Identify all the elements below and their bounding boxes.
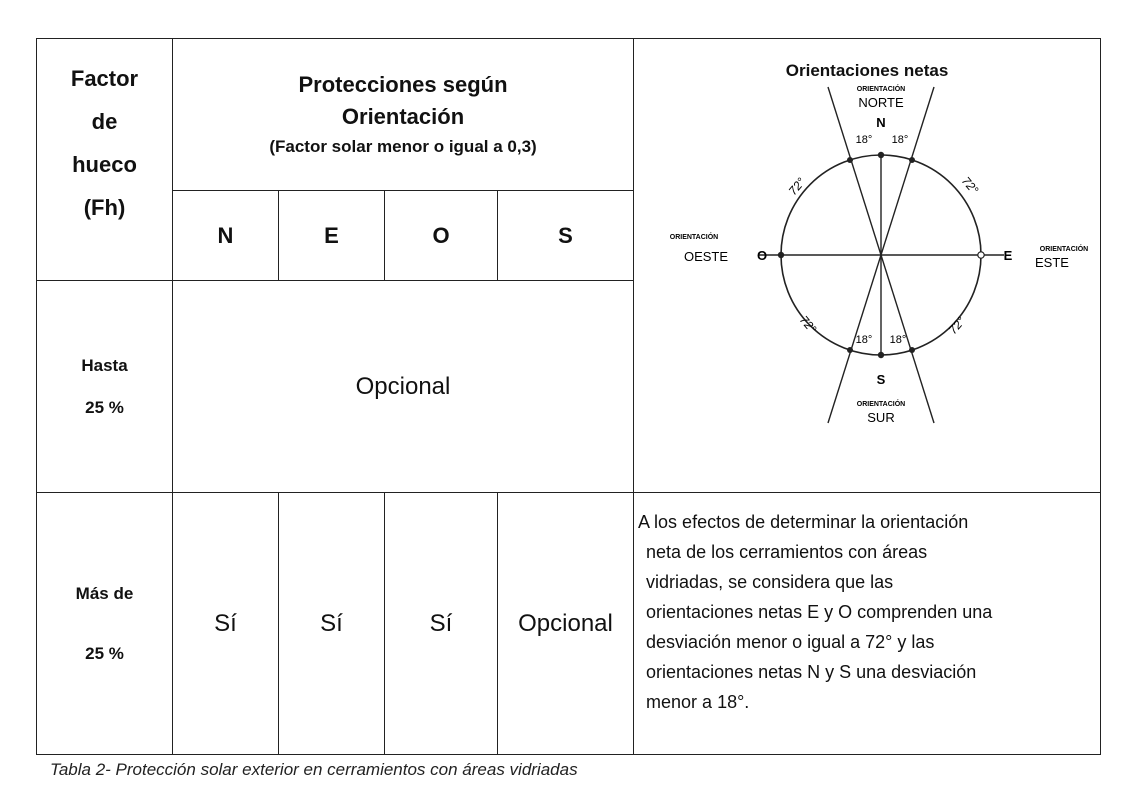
orientation-compass-diagram	[634, 81, 1099, 441]
header-prot-title-line: Orientación	[341, 103, 465, 129]
solar-protection-table	[36, 38, 1101, 755]
west-small-label: ORIENTACIÓN	[669, 234, 719, 241]
orientation-description	[634, 493, 1101, 755]
description-line: A los efectos de determinar la orientación	[638, 512, 969, 532]
row-hasta-text: Hasta	[81, 355, 128, 375]
description-line: vidriadas, se considera que las	[646, 572, 894, 592]
e-letter: E	[1003, 248, 1013, 263]
description-line: neta de los cerramientos con áreas	[646, 542, 928, 562]
header-fh-line: (Fh)	[83, 195, 126, 220]
compass-dot-sse	[909, 347, 915, 353]
row-mas-de-label	[37, 493, 173, 755]
header-fh-line: hueco	[72, 152, 137, 177]
compass-dot-ssw	[847, 347, 853, 353]
row-mas-de-s: Opcional	[498, 493, 634, 755]
angle-18-se: 18°	[889, 334, 907, 346]
compass-dot-nnw	[847, 157, 853, 163]
header-dir-e: E	[279, 191, 385, 281]
header-dir-o: O	[385, 191, 498, 281]
compass-dot-nne	[909, 157, 915, 163]
angle-18-nw: 18°	[855, 134, 873, 146]
description-line: orientaciones netas E y O comprenden una	[646, 602, 993, 622]
o-letter: O	[756, 248, 768, 263]
east-small-label: ORIENTACIÓN	[1039, 246, 1089, 253]
description-line: desviación menor o igual a 72° y las	[646, 632, 935, 652]
header-fh-line: Factor	[70, 66, 139, 91]
row-mas-de-e: Sí	[279, 493, 385, 755]
table-caption: Tabla 2- Protección solar exterior en cerramientos con áreas vidriadas	[50, 760, 578, 779]
row-mas-de-percent: 25 %	[85, 643, 124, 663]
west-big-label: OESTE	[683, 249, 729, 264]
header-fh-line: de	[91, 109, 118, 134]
south-big-label: SUR	[867, 410, 895, 425]
angle-72-sw: 72°	[796, 312, 820, 336]
header-prot-title-line: Protecciones según	[298, 71, 508, 97]
row-hasta-percent: 25 %	[85, 397, 124, 417]
header-protecciones	[173, 39, 634, 191]
orientation-title: Orientaciones netas	[785, 61, 949, 80]
header-dir-n: N	[173, 191, 279, 281]
compass-dot-o	[778, 252, 784, 258]
n-letter: N	[876, 115, 886, 130]
row-hasta-opcional: Opcional	[173, 281, 634, 493]
orientation-diagram-cell	[634, 39, 1101, 493]
north-small-label: ORIENTACIÓN	[856, 86, 906, 93]
row-mas-de-o: Sí	[385, 493, 498, 755]
s-letter: S	[876, 372, 886, 387]
compass-dot-n	[878, 152, 884, 158]
description-line: menor a 18°.	[646, 692, 750, 712]
angle-18-ne: 18°	[891, 134, 909, 146]
angle-18-sw: 18°	[855, 334, 873, 346]
east-big-label: ESTE	[1035, 255, 1070, 270]
angle-72-ne: 72°	[958, 173, 982, 197]
compass-dot-e	[978, 252, 984, 258]
row-hasta-label	[37, 281, 173, 493]
header-prot-subtitle: (Factor solar menor o igual a 0,3)	[269, 136, 537, 156]
north-big-label: NORTE	[858, 95, 904, 110]
row-mas-de-text: Más de	[75, 583, 134, 603]
description-line: orientaciones netas N y S una desviación	[646, 662, 977, 682]
row-mas-de-n: Sí	[173, 493, 279, 755]
angle-72-se: 72°	[945, 313, 969, 337]
angle-72-nw: 72°	[785, 174, 809, 198]
south-small-label: ORIENTACIÓN	[856, 401, 906, 408]
compass-dot-s	[878, 352, 884, 358]
header-factor-hueco	[37, 39, 173, 281]
header-dir-s: S	[498, 191, 634, 281]
